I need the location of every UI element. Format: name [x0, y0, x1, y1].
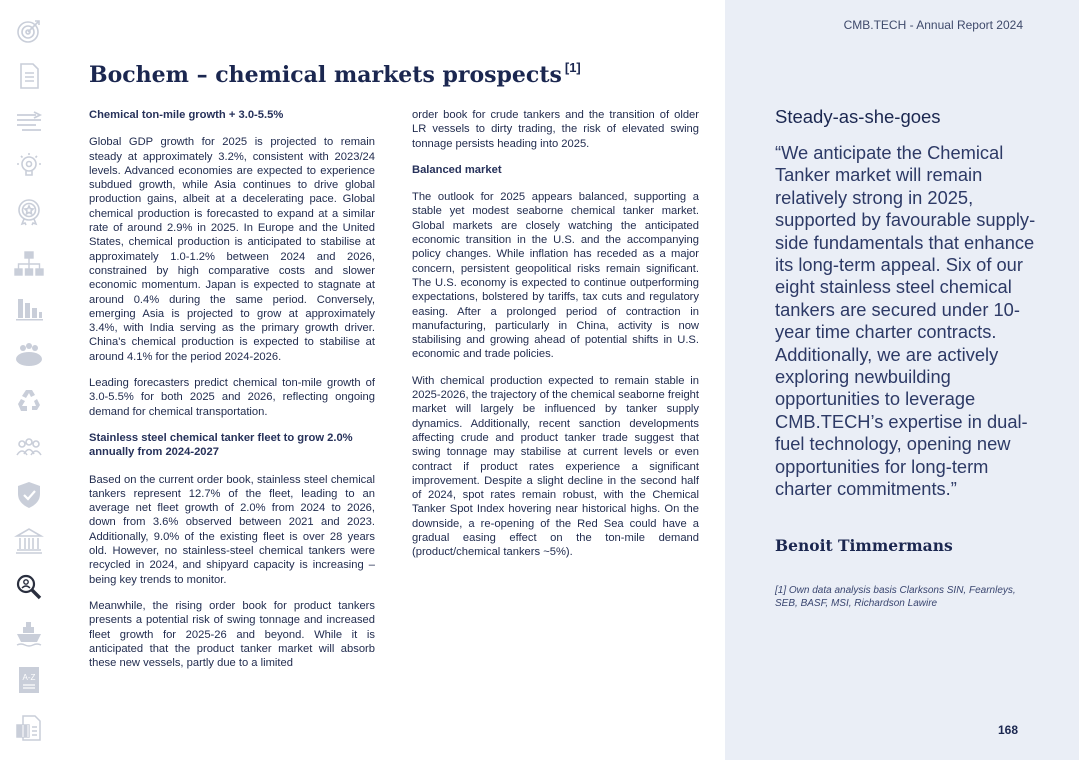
footnote-ref[interactable]: [1] — [564, 60, 581, 75]
spreadsheet-icon[interactable] — [10, 710, 48, 746]
quote-text: “We anticipate the Chemical Tanker market will remain relatively strong in 2025, supported by favourable supply-side fundamentals that enhance its long-term appeal. Six of our eight stainless steel chemical tankers are secured under 10-year time charter contracts. Additionally, we are actively exploring newbuilding opportunities to leverage CMB.TECH’s expertise in dual-fuel technology, opening new opportunities for long-term charter commitments.” — [775, 142, 1036, 500]
lightbulb-icon[interactable] — [10, 148, 48, 184]
target-icon[interactable] — [10, 13, 48, 49]
ship-lines-icon[interactable] — [10, 103, 48, 139]
org-chart-icon[interactable] — [10, 246, 48, 282]
team-icon[interactable] — [10, 430, 48, 466]
recycle-icon[interactable] — [10, 383, 48, 419]
svg-text:A-Z: A-Z — [22, 673, 36, 682]
a-z-icon[interactable] — [10, 662, 48, 698]
magnifier-icon[interactable] — [10, 569, 48, 605]
sidebar-nav — [0, 0, 60, 760]
section-heading-ton-mile: Chemical ton-mile growth + 3.0-5.5% — [89, 109, 284, 121]
shield-check-icon[interactable] — [10, 477, 48, 513]
text-column-2 — [412, 108, 699, 572]
paragraph: Global GDP growth for 2025 is projected to remain steady at approximately 3.2%, consistent with 2023/24 levels. Advanced economies are expected to experience subdued growth, while Asia continues to drive global production gains, albeit at a decelerating pace. Global chemical production is forecasted to expand at a similar rate of around 2.9% in 2025. In Europe and the United States, chemical production is anticipated to stabilise at approximately 1.0-1.2% between 2024 and 2026, constrained by high comparative costs and slower economic momentum. Japan is expected to stagnate at around 0.4% during the same period. Conversely, emerging Asia is projected to grow at approximately 3.4%, with India serving as the primary growth driver. China's chemical production is expected to stabilise at around 4.1% for the period 2024-2026. — [89, 136, 375, 363]
section-heading-fleet-growth: Stainless steel chemical tanker fleet to grow 2.0% annually from 2024-2027 — [89, 431, 353, 459]
paragraph: order book for crude tankers and the transition of older LR vessels to dirty trading, the risk of elevated swing tonnage persists heading into 2025. — [412, 109, 699, 150]
paragraph: Leading forecasters predict chemical ton-mile growth of 3.0-5.5% for both 2025 and 2026, reflecting ongoing demand for chemical transportation. — [89, 377, 375, 418]
footnote: [1] Own data analysis basis Clarksons SIN, Fearnleys, SEB, BASF, MSI, Richardson Lawire — [775, 585, 1016, 609]
page-title — [89, 60, 581, 88]
page-number: 168 — [998, 723, 1019, 737]
page-title-text: Bochem – chemical markets prospects — [89, 62, 562, 88]
report-title: CMB.TECH - Annual Report 2024 — [843, 18, 1023, 32]
text-column-1 — [89, 108, 375, 682]
bar-chart-icon[interactable] — [10, 290, 48, 326]
paragraph: The outlook for 2025 appears balanced, supporting a stable yet modest seaborne chemical tanker market. Global markets are closely watching the anticipated economic transition in the U.S. and the accompanying policy changes. While inflation has receded as a major concern, persistent geopolitical risks remain significant. The U.S. economy is expected to continue outperforming expectations, bolstered by tariffs, tax cuts and regulatory easing. After a prolonged period of contraction in manufacturing, particularly in China, activity is now stabilising and growing ahead of potential shifts in U.S. economic and trade policies. — [412, 191, 699, 361]
paragraph: Based on the current order book, stainless steel chemical tankers represent 12.7% of the fleet, leading to an average net fleet growth of 2.0% from 2024 to 2026, down from 3.6% observed between 2021 and 2023. Additionally, 9.0% of the existing fleet is over 28 years old. However, no stainless-steel chemical tankers were recycled in 2024, and shipyard capacity is increasing – being key trends to monitor. — [89, 473, 375, 586]
paragraph: With chemical production expected to remain stable in 2025-2026, the trajectory of the chemical seaborne freight market will largely be influenced by tanker supply dynamics. Additionally, recent sanction developments affecting crude and product tanker trade suggest that swing tonnage may stabilise at current levels or even contract if product rates experience a significant improvement. Despite a slight decline in the second half of 2024, spot rates remain robust, with the Chemical Tanker Spot Index hovering near historical highs. On the downside, a re-opening of the Red Sea could have a gradual easing effect on the ton-mile demand (product/chemical tankers ~5%). — [412, 374, 699, 559]
quote-heading: Steady-as-she-goes — [775, 106, 941, 127]
section-heading-balanced-market: Balanced market — [412, 163, 502, 176]
paragraph: Meanwhile, the rising order book for product tankers presents a potential risk of swing tonnage and increased fleet growth for 2025-26 and beyond. While it is anticipated that the product tanker market will absorb these new vessels, partly due to a limited — [89, 599, 375, 670]
people-group-icon[interactable] — [10, 336, 48, 372]
quote-author: Benoit Timmermans — [775, 536, 953, 555]
award-badge-icon[interactable] — [10, 193, 48, 229]
document-icon[interactable] — [10, 58, 48, 94]
bank-icon[interactable] — [10, 523, 48, 559]
ship-icon[interactable] — [10, 615, 48, 651]
